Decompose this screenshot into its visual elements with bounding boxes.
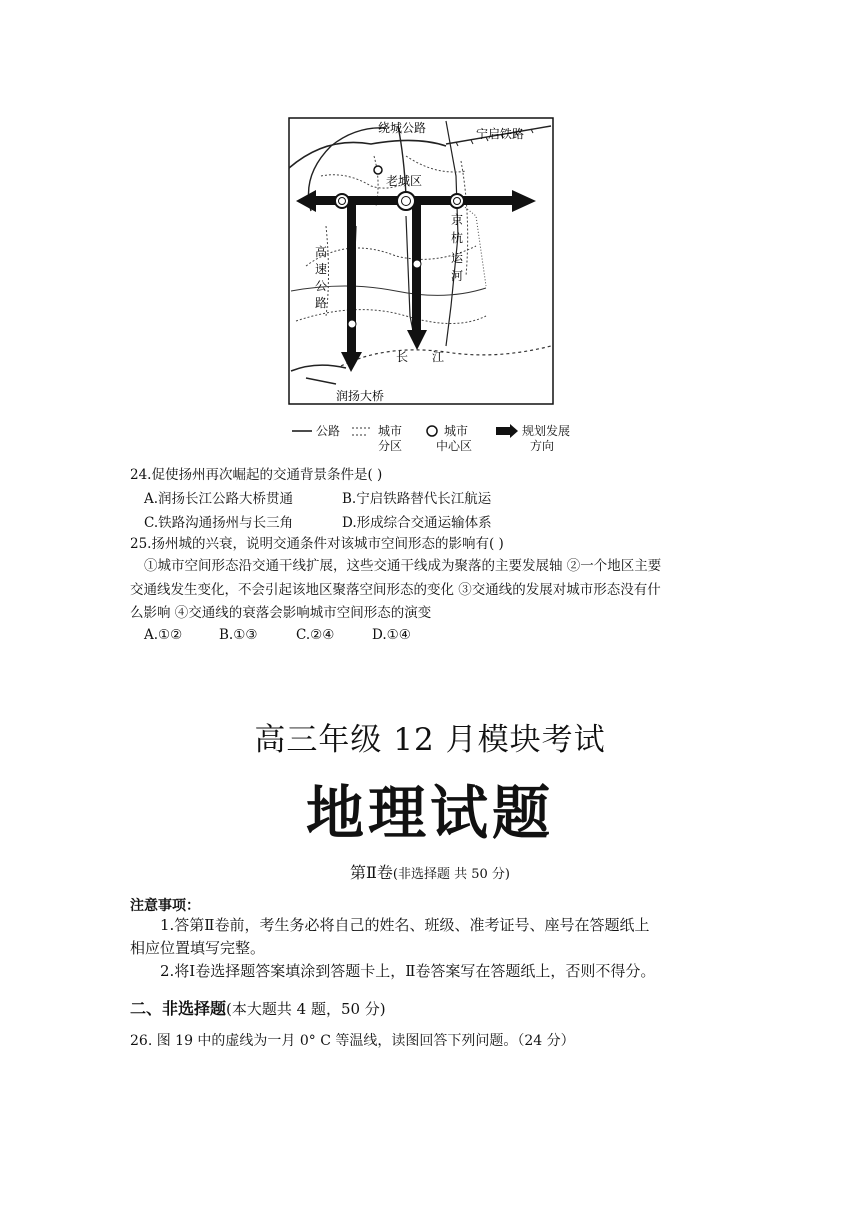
label-canal-3: 运 [451,251,464,265]
q26-stem: 26. 图 19 中的虚线为一月 0° C 等温线，读图回答下列问题。（24 分） [130,1033,575,1049]
notes-item2: 2.将Ⅰ卷选择题答案填涂到答题卡上，Ⅱ卷答案写在答题纸上，否则不得分。 [160,962,656,980]
label-old-city: 老城区 [386,174,423,188]
section-heading [130,996,386,1019]
label-highway-3: 公 [315,279,328,293]
label-highway-1: 高 [315,245,328,259]
legend-district-2: 分区 [378,439,403,453]
notes-item1 [130,914,735,936]
label-river-2: 江 [432,350,445,364]
q25-statement-line3: 么影响 ④交通线的衰落会影响城市空间形态的演变 [130,605,432,621]
notes-heading: 注意事项： [130,898,200,914]
q24-option-c: C.铁路沟通扬州与长三角 [144,515,294,531]
label-railway: 宁启铁路 [476,127,525,141]
label-ring-road: 绕城公路 [378,121,427,135]
part-heading [0,860,860,883]
notes-item1-line1: 1.答第Ⅱ卷前，考生务必将自己的姓名、班级、准考证号、座号在答题纸上 [160,916,650,934]
label-river-1: 长 [396,350,409,364]
label-bridge: 润扬大桥 [336,389,385,403]
q25-option-b: B.①③ [219,627,258,643]
legend-road: 公路 [316,424,341,438]
part-label: 第Ⅱ卷 [350,863,393,882]
label-highway-4: 路 [315,296,328,310]
q24-option-d: D.形成综合交通运输体系 [342,515,492,531]
legend-direction-1: 规划发展 [522,424,571,438]
q25-option-d: D.①④ [372,627,411,643]
legend-center-1: 城市 [444,424,469,438]
legend-center-2: 中心区 [436,439,473,453]
q25-option-a: A.①② [144,627,183,643]
q25-option-c: C.②④ [296,627,335,643]
q24-option-b: B.宁启铁路替代长江航运 [342,491,492,507]
section-title: 二、非选择题 [130,999,227,1018]
legend-direction-2: 方向 [530,439,555,453]
label-highway-2: 速 [315,262,328,276]
section-note: (本大题共 4 题，50 分) [226,1000,386,1018]
label-canal-2: 杭 [451,231,464,245]
q24-stem: 24.促使扬州再次崛起的交通背景条件是( ) [130,467,383,483]
q25-statement-line2: 交通线发生变化，不会引起该地区聚落空间形态的变化 ③交通线的发展对城市形态没有什 [130,582,661,598]
legend-district-1: 城市 [378,424,403,438]
label-canal-1: 京 [451,213,464,227]
part-note: (非选择题 共 50 分) [392,867,510,882]
map-legend [290,423,590,457]
subject-title: 地理试题 [305,779,554,847]
label-canal-4: 河 [451,269,464,283]
q25-stem: 25.扬州城的兴衰，说明交通条件对该城市空间形态的影响有( ) [130,536,504,552]
q25-statement-line1: ①城市空间形态沿交通干线扩展，这些交通干线成为聚落的主要发展轴 ②一个地区主要 [144,558,662,574]
q24-option-a: A.润扬长江公路大桥贯通 [144,491,294,507]
notes-item1-cont: 相应位置填写完整。 [130,939,266,957]
map-figure [286,116,556,408]
exam-title: 高三年级 12 月模块考试 [254,722,606,758]
